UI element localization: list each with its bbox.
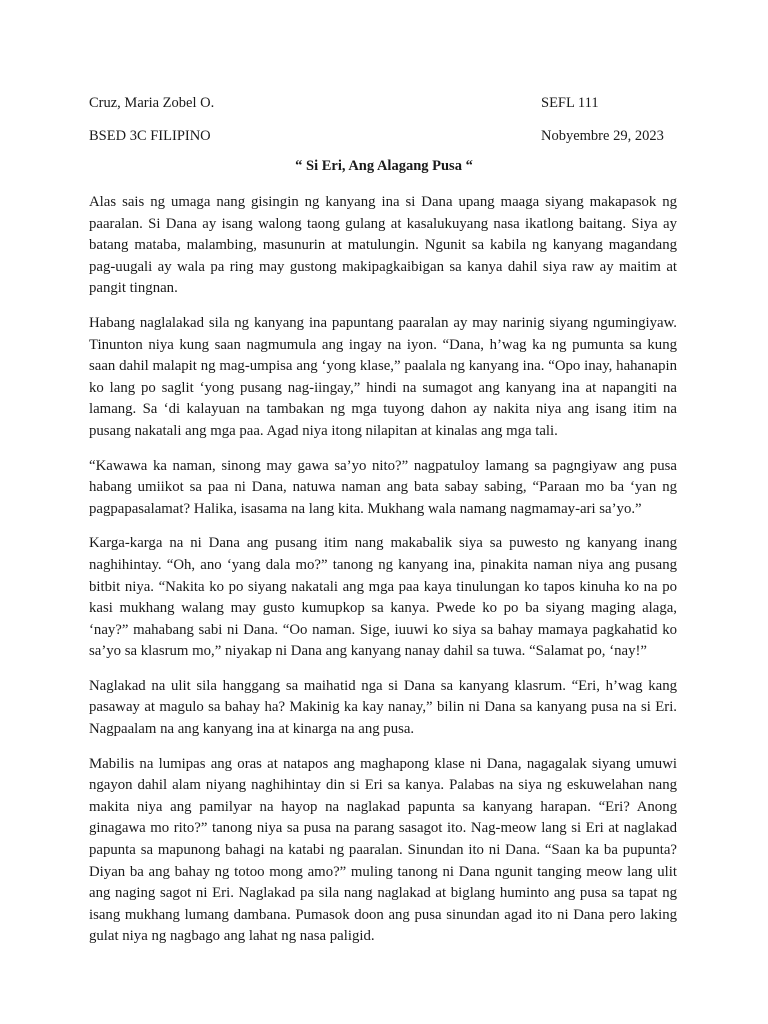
author-name: Cruz, Maria Zobel O. <box>89 95 215 111</box>
story-body <box>89 192 677 961</box>
paragraph: Habang naglalakad sila ng kanyang ina papuntang paaralan ay may narinig siyang ngumingiyaw. Tinunton niya kung saan nagmumula ang ingay na iyon. “Dana, h’wag ka ng pumunta sa kung saan dahil malapit ng mag-umpisa ang ‘yong klase,” paalala ng kanyang ina. “Opo inay, hahanapin ko lang po saglit ‘yong pusang nag-iingay,” hindi na sumagot ang kanyang ina at napangiti na lamang. Sa ‘di kalayuan na tambakan ng mga tuyong dahon ay nakita niya ang isang itim na pusang nakatali ang mga paa. Agad niya itong nilapitan at kinalas ang mga tali. <box>89 314 677 439</box>
paragraph: Naglakad na ulit sila hanggang sa maihatid nga si Dana sa kanyang klasrum. “Eri, h’wag kang pasaway at magulo sa bahay ha? Makinig ka kay nanay,” bilin ni Dana sa kanyang pusa na si Eri. Nagpaalam na ang kanyang ina at kinarga na ang pusa. <box>89 677 677 738</box>
course-code: SEFL 111 <box>541 95 599 111</box>
document-date: Nobyembre 29, 2023 <box>541 128 664 144</box>
paragraph: Karga-karga na ni Dana ang pusang itim nang makabalik siya sa puwesto ng kanyang inang naghihintay. “Oh, ano ‘yang dala mo?” tanong ng kanyang ina, pinakita naman niya ang pusang bitbit niya. “Nakita ko po siyang nakatali ang mga paa kaya tinulungan ko tapos kinuha ko na po kasi mukhang walang may gusto kumupkop sa kanya. Pwede ko po ba siyang maging alaga, ‘nay?” mahabang sabi ni Dana. “Oo naman. Sige, iuuwi ko siya sa bahay mamaya pagkahatid ko sa’yo sa klasrum mo,” niyakap ni Dana ang kanyang nanay dahil sa tuwa. “Salamat po, ‘nay!” <box>89 535 677 660</box>
section-label: BSED 3C FILIPINO <box>89 128 211 144</box>
paragraph: Alas sais ng umaga nang gisingin ng kanyang ina si Dana upang maaga siyang makapasok ng paaralan. Si Dana ay isang walong taong gulang at kasalukuyang nasa ikatlong baitang. Siya ay batang mataba, malambing, masunurin at matulungin. Ngunit sa kabila ng kanyang magandang pag-uugali ay wala pa ring may gustong makipagkaibigan sa kanya dahil siya raw ay maitim at pangit tingnan. <box>89 194 677 297</box>
paragraph: “Kawawa ka naman, sinong may gawa sa’yo nito?” nagpatuloy lamang sa pagngiyaw ang pusa habang umiikot sa paa ni Dana, natuwa naman ang bata sabay sabing, “Paraan mo ba ‘yan ng pagpapasalamat? Halika, isasama na lang kita. Mukhang wala namang nagmamay-ari sa’yo.” <box>89 457 677 517</box>
document-title: “ Si Eri, Ang Alagang Pusa “ <box>295 158 473 174</box>
paragraph: Mabilis na lumipas ang oras at natapos ang maghapong klase ni Dana, nagagalak siyang umuwi ngayon dahil alam niyang naghihintay din si Eri sa kanya. Palabas na siya ng eskuwelahan nang makita niya ang pamilyar na hayop na naglakad papunta sa kanyang harapan. “Eri? Anong ginagawa mo rito?” tanong niya sa pusa na parang sasagot ito. Nag-meow lang si Eri at naglakad papunta sa mapunong bahagi na katabi ng paaralan. Sinundan ito ni Dana. “Saan ka ba pupunta? Diyan ba ang bahay ng totoo mong amo?” muling tanong ni Dana ngunit tanging meow lang ulit ang naging sagot ni Eri. Naglakad pa sila nang naglakad at biglang huminto ang pusa sa tapat ng isang mukhang lumang dambana. Pumasok doon ang pusa sinundan agad ito ni Dana pero laking gulat niya ng nagbago ang lahat ng nasa paligid. <box>89 755 677 945</box>
